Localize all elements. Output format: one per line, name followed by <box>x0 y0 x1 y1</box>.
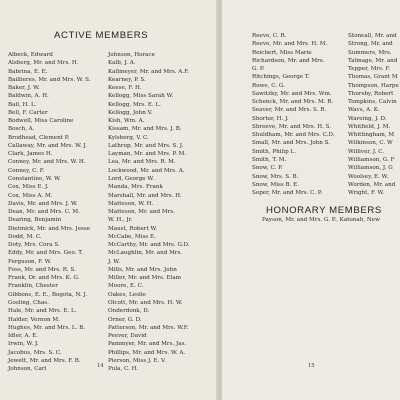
member-entry: Whittingham, M <box>348 132 395 139</box>
member-entry: Reeve, C. R. <box>252 33 287 39</box>
member-entry: Orner, G. D. <box>108 316 142 323</box>
member-entry: Halder, Vernon M. <box>8 316 60 323</box>
member-entry: Cox, Miss E. J. <box>8 184 49 191</box>
member-list-column-3 <box>252 32 335 197</box>
active-members-heading: ACTIVE MEMBERS <box>54 30 149 41</box>
member-entry: Strong, Mr. and <box>348 41 393 48</box>
member-entry: Snow, Miss B. E. <box>252 181 300 188</box>
right-page <box>222 0 400 400</box>
member-entry: Shorter, H. J. <box>252 115 289 122</box>
member-entry: Lathrop, Mr. and Mrs. S. J. <box>108 142 184 149</box>
member-entry: Moore, E. C. <box>108 283 144 290</box>
member-entry: Wavs, A. K. <box>348 107 380 114</box>
honorary-members-heading: HONORARY MEMBERS <box>266 205 382 216</box>
member-entry: Franklin, Chester <box>8 283 58 290</box>
member-list-column-4 <box>348 32 399 197</box>
member-entry: Phillips, Mr. and Mrs. W. A. <box>108 349 186 356</box>
member-list-column-2 <box>108 51 190 373</box>
member-entry: Marshall, Mr. and Mrs. H. <box>108 192 182 199</box>
member-entry: Shuldham, Mr. and Mrs. C.D. <box>252 132 335 139</box>
member-entry: Smith, Philip L. <box>252 148 296 155</box>
member-entry: Keese, F. H. <box>108 85 142 92</box>
member-entry: Brodhead, Clement P. <box>8 134 70 141</box>
member-entry: Wilkinson, C. W <box>348 140 393 147</box>
member-entry: Woolsey, E. W. <box>348 173 389 180</box>
member-entry: Jacobus, Mrs. S. C. <box>8 349 62 356</box>
member-entry: Talmage, Mr. and <box>348 57 398 64</box>
member-entry: Layman, Mr. and Mrs. P. M. <box>108 151 187 158</box>
member-entry: Mills, Mr. and Mrs. John <box>108 266 177 273</box>
member-entry: Irwin, W. J. <box>8 341 39 348</box>
member-entry: Cox, Miss A. M. <box>8 192 53 199</box>
member-entry: J. W. <box>108 258 120 265</box>
member-entry: Williamson, J. G <box>348 165 393 172</box>
member-entry: Kellogg, Miss Sarah W. <box>108 93 174 100</box>
member-entry: Tompkins, Calvin <box>348 99 397 106</box>
member-entry: Ritchings, George T. <box>252 74 310 81</box>
member-entry: Schenck, Mr. and Mrs. M. R. <box>252 99 334 106</box>
member-entry: Shreeve, Mr. and Mrs. H. S. <box>252 123 332 130</box>
member-entry: Rowe, C. G. <box>252 82 285 89</box>
member-entry: Johnson, Horace <box>108 52 155 58</box>
member-entry: Gosling, Chas. <box>8 299 49 306</box>
member-entry: Gibbons, E. E., Bogota, N. J. <box>8 291 88 298</box>
member-entry: McCarthy, Mr. and Mrs. G.D. <box>108 242 190 249</box>
member-entry: Small, Mr. and Mrs. John S. <box>252 140 331 147</box>
member-entry: Pula, C. H. <box>108 366 139 373</box>
member-entry: Ball, H. L. <box>8 101 37 108</box>
member-entry: Babrina, E. E. <box>8 68 48 75</box>
member-entry: Bosch, A. <box>8 126 35 133</box>
member-entry: Idler, A. E. <box>8 333 38 340</box>
member-entry: Reeve, Mr. and Mrs. H. M. <box>252 41 328 48</box>
member-list-column-1 <box>8 51 91 373</box>
member-entry: Dearing, Benjamin <box>8 217 62 224</box>
member-entry: Hughes, Mr. and Mrs. L. B. <box>8 324 86 331</box>
member-entry: Snow, Mrs. S. B. <box>252 173 299 180</box>
member-entry: Manda, Mrs. Frank <box>108 184 163 191</box>
member-entry: Peever, David <box>108 333 147 340</box>
member-entry: Smith, T. M. <box>252 156 287 163</box>
member-entry: Onderdonk, D. <box>108 308 150 315</box>
member-entry: Conney, C. F. <box>8 167 45 174</box>
member-entry: Dodd, M. C. <box>8 233 42 240</box>
member-entry: Bodwell, Miss Caroline <box>8 118 74 125</box>
member-entry: Kellogg, Mrs. E. L. <box>108 101 161 108</box>
member-entry: Matteson, W. H. <box>108 200 154 207</box>
member-entry: Williver, J. C. <box>348 148 385 155</box>
member-entry: Kylsberg, V. C. <box>108 134 149 141</box>
member-entry: Constantine, W. W. <box>8 175 61 182</box>
member-entry: Alsberg, Mr. and Mrs. H. <box>8 60 79 67</box>
member-entry: Albeck, Edward <box>8 52 53 58</box>
member-entry: Bell, F. Carter <box>8 109 48 116</box>
member-entry: Miller, Mr. and Mrs. Elam <box>108 275 181 282</box>
member-entry: Kallmeyer, Mr. and Mrs. A.F. <box>108 68 189 75</box>
member-entry: Hale, Mr. and Mrs. E. L. <box>8 308 77 315</box>
member-entry: Summers, Mrs. <box>348 49 392 56</box>
member-entry: Whitfield, J. M. <box>348 123 391 130</box>
member-entry: Eddy, Mr. and Mrs. Geo. T. <box>8 250 83 257</box>
member-entry: Pierson, Miss J. E. V. <box>108 357 166 364</box>
member-entry: Clark, James H. <box>8 151 53 158</box>
member-entry: Richardson, Mr. and Mrs. <box>252 57 325 64</box>
member-entry: G. P. <box>252 66 265 73</box>
member-entry: Thursby, Robert <box>348 90 394 97</box>
member-entry: Thomas, Grant M <box>348 74 398 81</box>
member-entry: Wright, F. W. <box>348 190 385 197</box>
member-entry: Lord, George W. <box>108 175 154 182</box>
member-entry: Olcott, Mr. and Mrs. H. W. <box>108 299 183 306</box>
member-entry: Johnson, Carl <box>8 366 47 373</box>
member-entry: McCabe, Miss E. <box>108 233 156 240</box>
member-entry: Baker, J. W. <box>8 85 40 92</box>
member-entry: Wareing, J. D. <box>348 115 387 122</box>
member-entry: McLaughlin, Mr. and Mrs. <box>108 250 183 257</box>
member-entry: Worden, Mr. and <box>348 181 396 188</box>
member-entry: W. H., Jr. <box>108 217 133 224</box>
member-entry: Patterson, Mr. and Mrs. W.F. <box>108 324 189 331</box>
page-number-left: 14 <box>97 363 104 369</box>
member-entry: Soper, Mr. and Mrs. C. P. <box>252 190 323 197</box>
member-entry: Kalb, J. A. <box>108 60 136 67</box>
page-number-right: 15 <box>308 363 315 369</box>
member-entry: Pammyer, Mr. and Mrs. Jas. <box>108 341 187 348</box>
member-entry: Kellogg, John V. <box>108 109 153 116</box>
member-entry: Frank, Dr. and Mrs. K. G. <box>8 275 80 282</box>
member-entry: Maust, Robert W. <box>108 225 158 232</box>
member-entry: Doty, Mrs. Cora S. <box>8 242 60 249</box>
member-entry: Williamson, G. F <box>348 156 395 163</box>
member-entry: Oakes, Leslie <box>108 291 146 298</box>
member-entry: Snow, C. P. <box>252 165 283 172</box>
member-entry: Davis, Mr. and Mrs. J. W. <box>8 200 78 207</box>
member-entry: Sawitzky, Mr. and Mrs. Wm. <box>252 90 332 97</box>
member-entry: Kearney, P. S. <box>108 76 146 83</box>
member-entry: Jewett, Mr. and Mrs. F. B. <box>8 357 81 364</box>
member-entry: Matteson, Mr. and Mrs. <box>108 209 175 216</box>
member-entry: Seaver, Mr. and Mrs. S. R. <box>252 107 327 114</box>
member-entry: Tepper, Mrs. F. <box>348 66 391 73</box>
honorary-member-entry: Payson, Mr. and Mrs. G. P., Katonah, New <box>262 217 380 223</box>
member-entry: Kissam, Mr. and Mrs. J. B. <box>108 126 182 133</box>
member-entry: Thompson, Harpe <box>348 82 399 89</box>
member-entry: Kish, Wm. A. <box>108 118 145 125</box>
member-entry: Dietmick, Mr. and Mrs. Jesse <box>8 225 91 232</box>
member-entry: Lea, Mr. and Mrs. R. M. <box>108 159 176 166</box>
member-entry: Reichert, Miss Marie <box>252 49 312 56</box>
member-entry: Ferguson, F. W. <box>8 258 52 265</box>
member-entry: Baldwin, A. H. <box>8 93 49 100</box>
member-entry: Callaway, Mr. and Mrs. W. J. <box>8 142 88 149</box>
member-entry: Foss, Mr. and Mrs. R. S. <box>8 266 76 273</box>
member-entry: Stoneall, Mr. and <box>348 33 397 39</box>
member-entry: Baillieres, Mr. and Mrs. W. S. <box>8 76 91 83</box>
member-entry: Dean, Mr. and Mrs. C. M. <box>8 209 80 216</box>
member-entry: Lockwood, Mr. and Mrs. A. <box>108 167 185 174</box>
member-entry: Conney, Mr. and Mrs. W. H. <box>8 159 86 166</box>
